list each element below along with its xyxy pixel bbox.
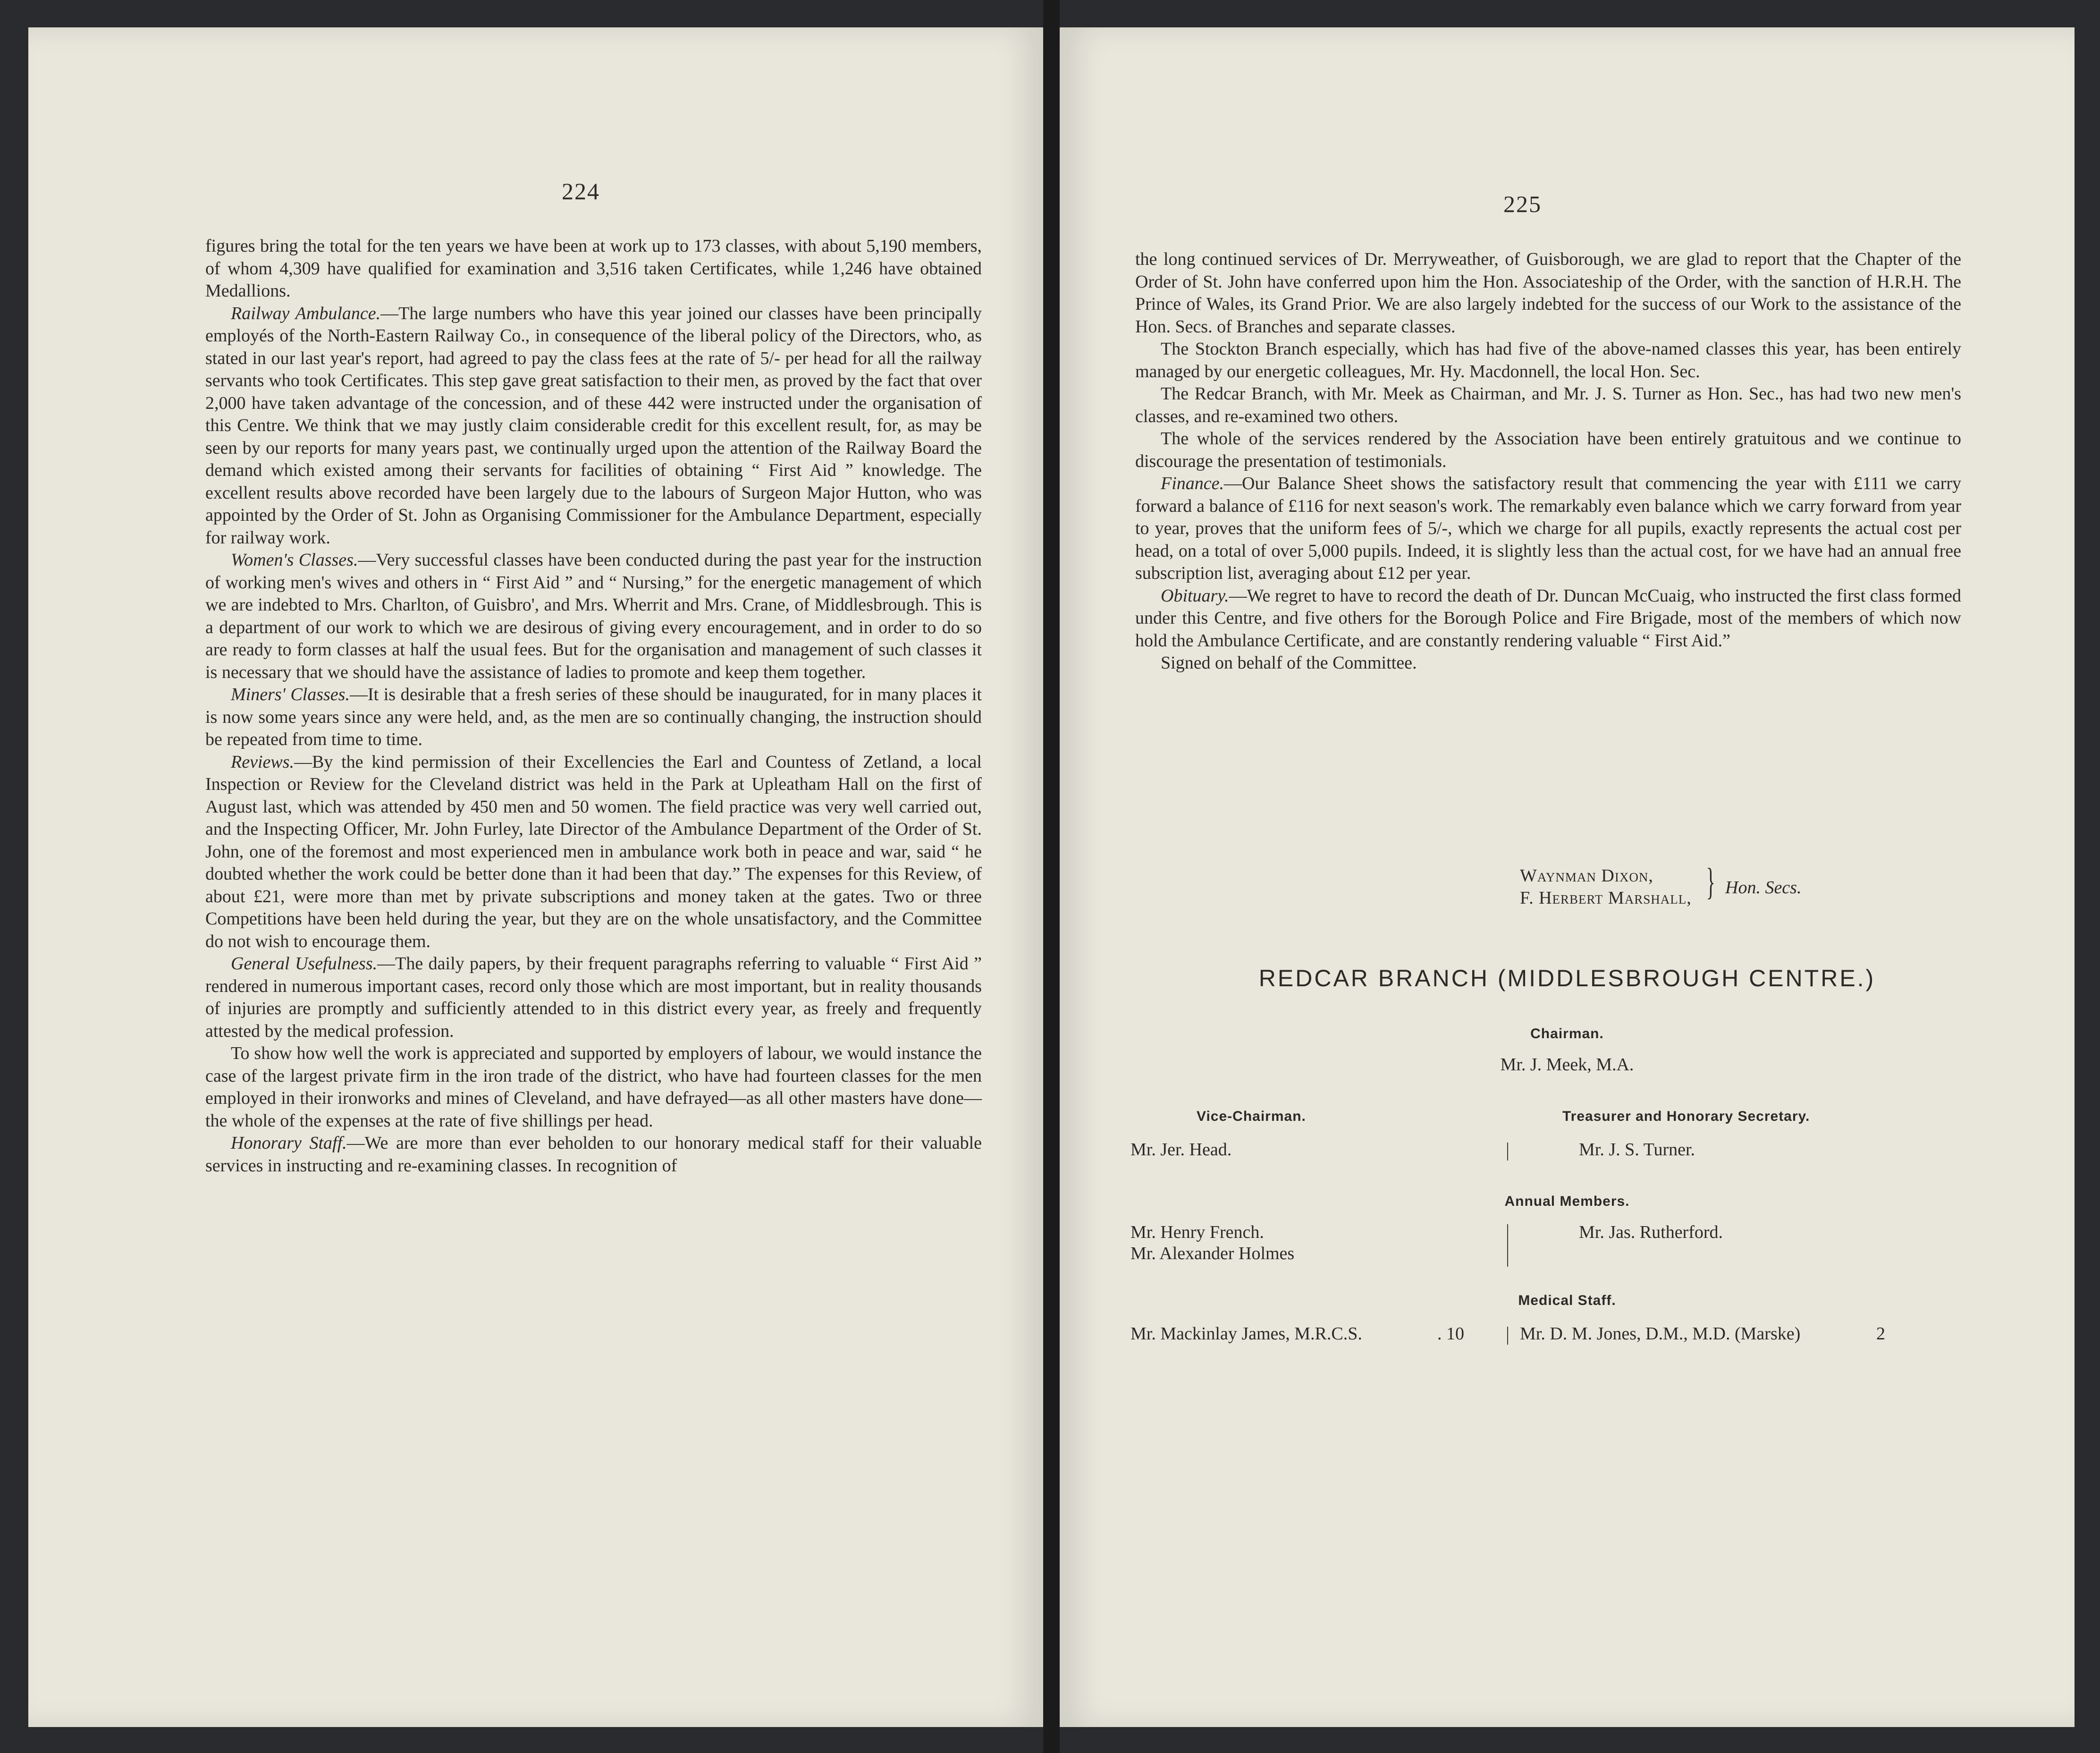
paragraph-text: —Our Balance Sheet shows the satisfactory result that commencing the year with £111 we carry forward a balance of £116 for next season's work. The remarkably even balance which we carry forward from year to year, proves that the uniform fees of 5/-, which we charge for all pupils, exactly represents the actual cost per head, on a total of over 5,000 pupils. Indeed, it is slightly less than the actual cost, for we have had an annual free subscription list, averaging about £12 per year. [1135, 474, 1961, 583]
paragraph [205, 549, 982, 684]
signatory: Waynman Dixon, [1520, 866, 1653, 886]
medical-staff-member: Mr. D. M. Jones, D.M., M.D. (Marske) [1520, 1324, 1801, 1344]
paragraph-text: the long continued services of Dr. Merryweather, of Guisborough, we are glad to report that the Chapter of the Order of St. John have conferred upon him the Hon. Associateship of the Order, with the sanction of H.R.H. The Prince of Wales, its Grand Prior. We are also largely indebted for the success of our Work to the assistance of the Hon. Secs. of Branches and separate classes. [1135, 249, 1961, 337]
paragraph [205, 235, 982, 303]
paragraph [1135, 652, 1961, 675]
paragraph [1135, 338, 1961, 383]
paragraph-label: Miners' Classes. [231, 685, 350, 704]
paragraph-text: The Redcar Branch, with Mr. Meek as Chairman, and Mr. J. S. Turner as Hon. Sec., has had two new men's classes, and re-examined two others. [1135, 384, 1961, 426]
paragraph-text: —The daily papers, by their frequent paragraphs referring to valuable “ First Aid ” rendered in numerous important cases, record only those which are most important, but in reality thousands of injuries are promptly and sufficiently attended to in this district every year, as freely and frequently attested by the medical profession. [205, 954, 982, 1041]
right-body-text [1135, 248, 1961, 675]
right-page [1060, 27, 2075, 1727]
paragraph [205, 1132, 982, 1177]
paragraph [205, 684, 982, 751]
left-body-text [205, 235, 982, 1177]
page-number: 224 [562, 178, 600, 204]
paragraph [205, 751, 982, 953]
paragraph-label: Finance. [1161, 474, 1224, 493]
medical-staff-heading: Medical Staff. [1518, 1293, 1616, 1308]
paragraph-text: —It is desirable that a fresh series of these should be inaugurated, for in many places it is now some years since any were held, and, as the men are so continually changing, the instruction should be repeated from time to time. [205, 685, 982, 749]
annual-member: Mr. Jas. Rutherford. [1579, 1222, 1723, 1242]
vice-chairman-heading: Vice-Chairman. [1197, 1109, 1306, 1124]
column-divider [1507, 1224, 1508, 1267]
column-divider [1507, 1327, 1508, 1345]
paragraph [1135, 428, 1961, 473]
left-page [28, 27, 1043, 1727]
medical-staff-count: 2 [1876, 1324, 1885, 1344]
paragraph-label: Obituary. [1161, 585, 1229, 606]
column-divider [1507, 1143, 1508, 1160]
paragraph-text: —Very successful classes have been conducted during the past year for the instruction of working men's wives and others in “ First Aid ” and “ Nursing,” for the energetic management of which we are indebted to Mrs. Charlton, of Guisbro', and Mrs. Wherrit and Mrs. Crane, of Middlesbrough. This is a department of our work to which we are desirous of giving every encouragement, and in order to do so are ready to form classes at half the usual fees. But for the organisation and management of such classes it is necessary that we should have the assistance of ladies to promote and keep them together. [205, 550, 982, 682]
paragraph-label: Railway Ambulance. [231, 303, 381, 323]
paragraph-label: Honorary Staff. [231, 1133, 347, 1153]
chairman-name: Mr. J. Meek, M.A. [1500, 1055, 1634, 1075]
signatory: F. Herbert Marshall, [1520, 888, 1692, 908]
paragraph-text: The Stockton Branch especially, which has had five of the above-named classes this year, has been entirely managed by our energetic colleagues, Mr. Hy. Macdonnell, the local Hon. Sec. [1135, 339, 1961, 381]
treasurer-heading: Treasurer and Honorary Secretary. [1562, 1109, 1810, 1124]
branch-title: REDCAR BRANCH (MIDDLESBROUGH CENTRE.) [1258, 965, 1876, 991]
paragraph [205, 303, 982, 550]
paragraph [1135, 248, 1961, 338]
annual-members-heading: Annual Members. [1504, 1194, 1630, 1209]
treasurer-name: Mr. J. S. Turner. [1579, 1140, 1695, 1160]
paragraph [1135, 383, 1961, 428]
medical-staff-member: Mr. Mackinlay James, M.R.C.S. [1130, 1324, 1362, 1344]
paragraph-text: To show how well the work is appreciated and supported by employers of labour, we would instance the case of the largest private firm in the iron trade of the district, who have had fourteen classes for the men employed in their ironworks and mines of Cleveland, and have defrayed—as all other masters have done—the whole of the expenses at the rate of five shillings per head. [205, 1043, 982, 1131]
signatory-role: Hon. Secs. [1725, 878, 1802, 898]
paragraph-text: —We are more than ever beholden to our honorary medical staff for their valuable services in instructing and re-examining classes. In recognition of [205, 1133, 982, 1176]
paragraph [1135, 473, 1961, 585]
paragraph-text: figures bring the total for the ten years we have been at work up to 173 classes, with about 5,190 members, of whom 4,309 have qualified for examination and 3,516 taken Certificates, while 1,246 have obtained Medallions. [205, 236, 982, 301]
annual-member: Mr. Alexander Holmes [1130, 1244, 1295, 1263]
chairman-heading: Chairman. [1530, 1026, 1604, 1042]
paragraph [205, 953, 982, 1042]
book-gutter [1043, 0, 1060, 1753]
paragraph-text: —We regret to have to record the death of Dr. Duncan McCuaig, who instructed the first class formed under this Centre, and five others for the Borough Police and Fire Brigade, most of the members of which now hold the Ambulance Certificate, and are constantly rendering valuable “ First Aid.” [1135, 585, 1961, 651]
paragraph-text: —By the kind permission of their Excellencies the Earl and Countess of Zetland, a local Inspection or Review for the Cleveland district was held in the Park at Upleatham Hall on the first of August last, which was attended by 450 men and 50 women. The field practice was very well carried out, and the Inspecting Officer, Mr. John Furley, late Director of the Ambulance Department of the Order of St. John, one of the foremost and most experienced men in ambulance work both in peace and war, said “ he doubted whether the work could be better done than it had been that day.” The expenses for this Review, of about £21, were more than met by private subscriptions and money taken at the gates. Two or three Competitions have been held during the year, but they are on the whole unsatisfactory, and the Committee do not wish to encourage them. [205, 752, 982, 951]
paragraph-text: Signed on behalf of the Committee. [1161, 653, 1417, 673]
paragraph-text: —The large numbers who have this year joined our classes have been principally employés of the North-Eastern Railway Co., in consequence of the liberal policy of the Directors, who, as stated in our last year's report, had agreed to pay the class fees at the rate of 5/- per head for all the railway servants who took Certificates. This step gave great satisfaction to their men, as proved by the fact that over 2,000 have taken advantage of the concession, and of these 442 were instructed under the organisation of this Centre. We think that we may justly claim considerable credit for this excellent result, for, as may be seen by our reports for many years past, we continually urged upon the attention of the Railway Board the demand which existed among their servants for facilities of obtaining “ First Aid ” knowledge. The excellent results above recorded have been largely due to the labours of Surgeon Major Hutton, who was appointed by the Order of St. John as Organising Commissioner for the Ambulance Department, especially for railway work. [205, 303, 982, 548]
page-number: 225 [1503, 191, 1542, 217]
annual-member: Mr. Henry French. [1130, 1222, 1264, 1242]
paragraph-label: Women's Classes. [231, 550, 358, 570]
paragraph-text: The whole of the services rendered by the Association have been entirely gratuitous and we continue to discourage the presentation of testimonials. [1135, 429, 1961, 471]
brace: } [1706, 861, 1715, 903]
paragraph [205, 1042, 982, 1132]
paragraph [1135, 585, 1961, 652]
medical-staff-count: . 10 [1437, 1324, 1464, 1344]
paragraph-label: Reviews. [231, 752, 295, 772]
vice-chairman-name: Mr. Jer. Head. [1130, 1140, 1232, 1160]
paragraph-label: General Usefulness. [231, 954, 378, 974]
